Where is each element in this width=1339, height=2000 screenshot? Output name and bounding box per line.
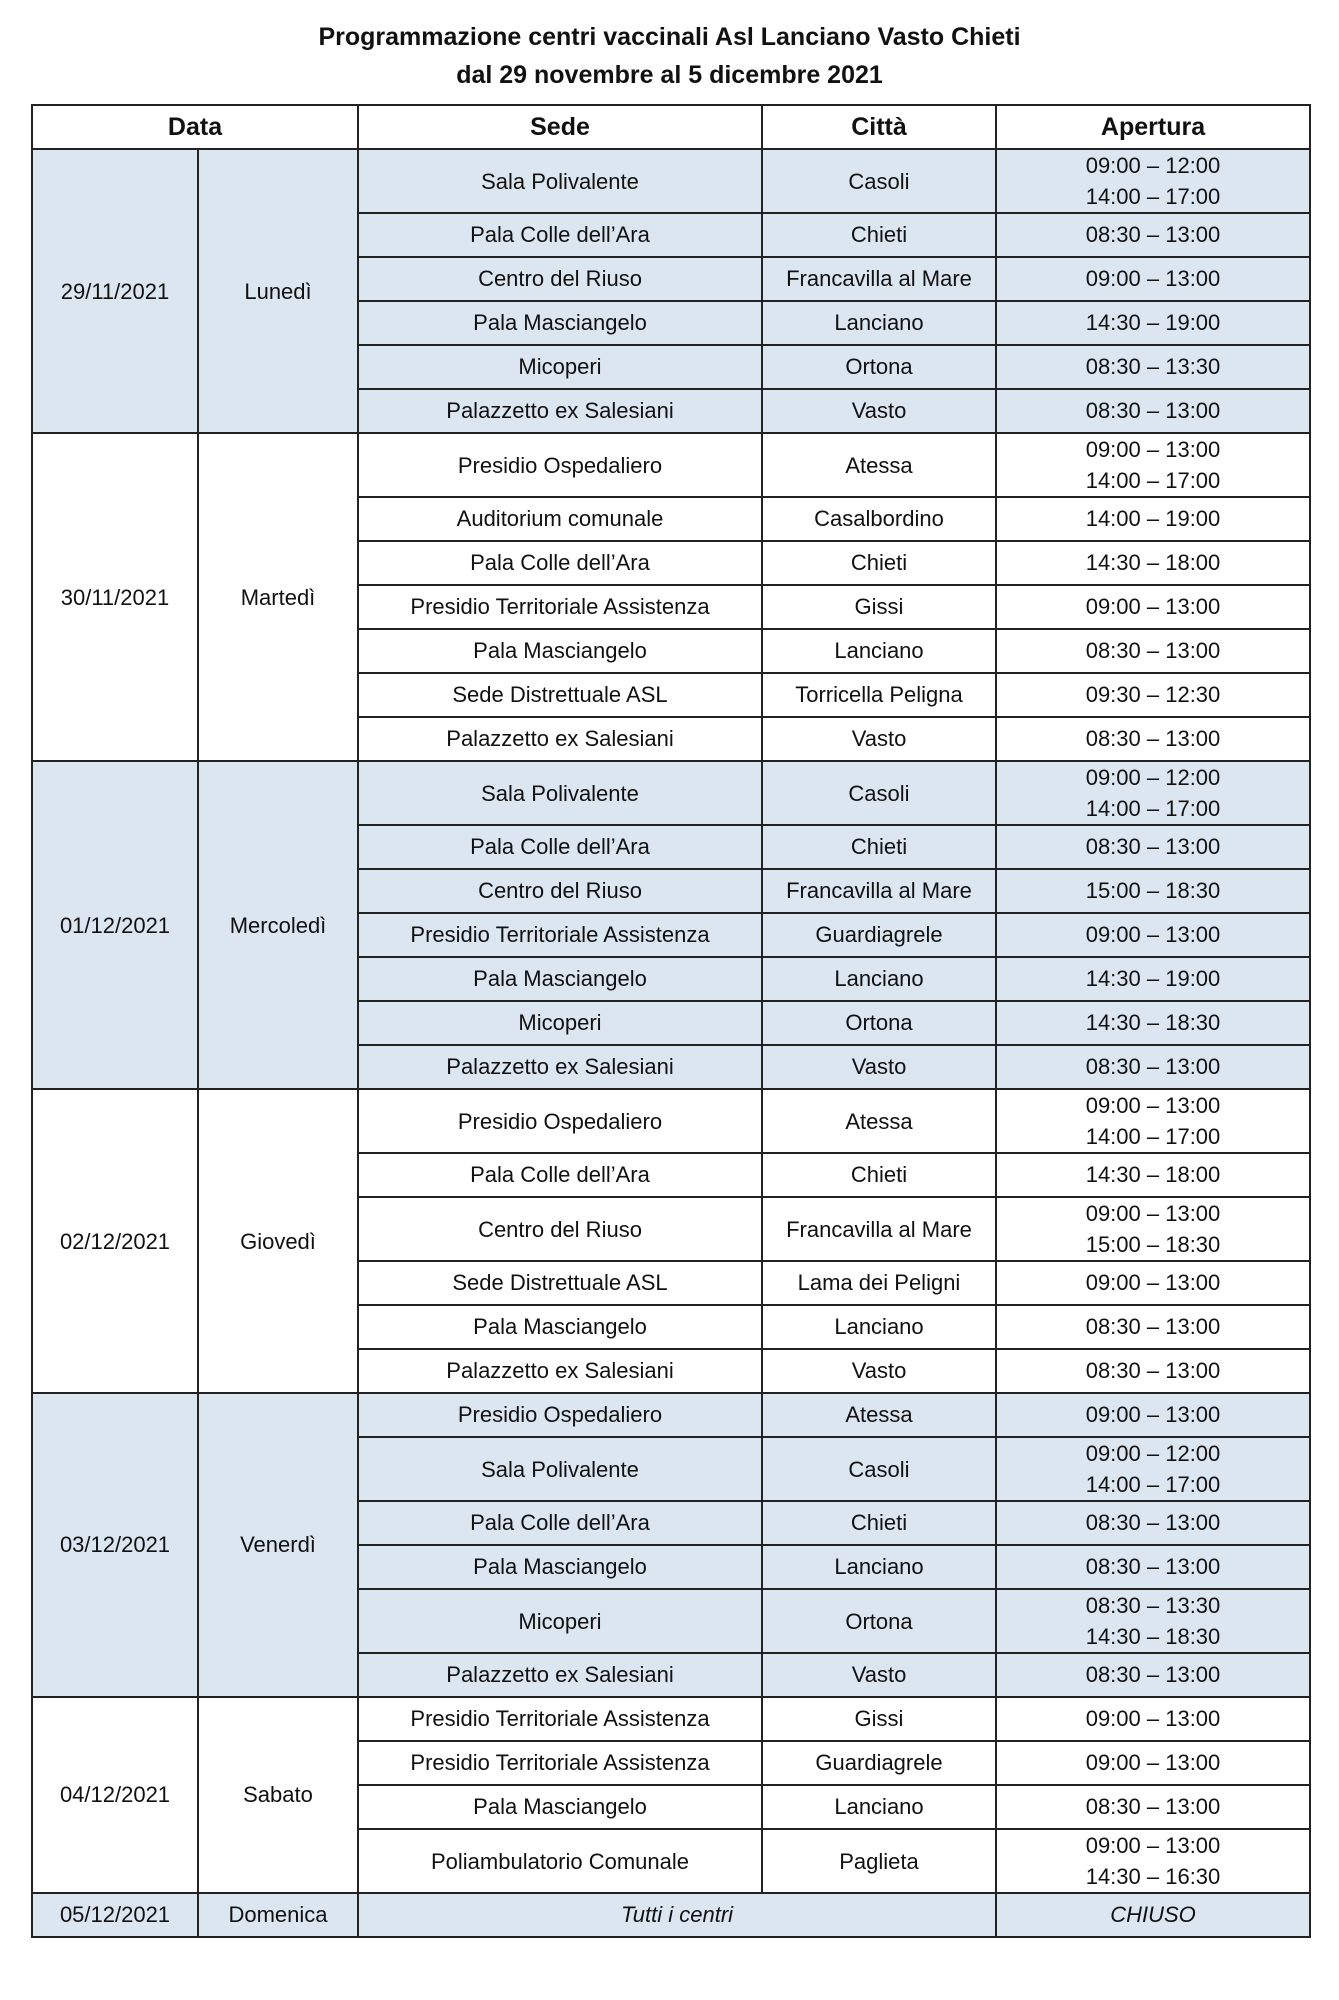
cell-sede: Centro del Riuso (358, 1197, 762, 1261)
opening-hours: 15:00 – 18:30 (1085, 1232, 1221, 1257)
cell-apertura (996, 1393, 1310, 1437)
opening-hours: 14:00 – 17:00 (1085, 1124, 1221, 1149)
cell-citta: Francavilla al Mare (762, 257, 996, 301)
cell-sede: Pala Masciangelo (358, 1785, 762, 1829)
opening-hours: 14:30 – 19:00 (1085, 966, 1221, 991)
opening-hours: 14:30 – 16:30 (1085, 1864, 1221, 1889)
schedule-body (32, 149, 1310, 1893)
title-line-1: Programmazione centri vaccinali Asl Lanciano Vasto Chieti (318, 23, 1021, 51)
cell-citta: Casoli (762, 761, 996, 825)
cell-sede: Pala Colle dell’Ara (358, 541, 762, 585)
cell-sede: Pala Colle dell’Ara (358, 825, 762, 869)
table-row (32, 149, 1310, 213)
closed-weekday: Domenica (198, 1893, 358, 1937)
day-weekday: Martedì (198, 433, 358, 761)
opening-hours: 09:00 – 13:00 (1085, 1201, 1221, 1226)
cell-apertura (996, 1829, 1310, 1893)
cell-citta: Guardiagrele (762, 1741, 996, 1785)
opening-hours: 09:00 – 13:00 (1085, 1270, 1221, 1295)
cell-apertura (996, 585, 1310, 629)
cell-apertura (996, 1045, 1310, 1089)
cell-sede: Presidio Territoriale Assistenza (358, 913, 762, 957)
cell-citta: Lanciano (762, 957, 996, 1001)
cell-apertura (996, 1305, 1310, 1349)
cell-apertura (996, 497, 1310, 541)
opening-hours: 08:30 – 13:00 (1085, 1358, 1221, 1383)
opening-hours: 14:30 – 18:00 (1085, 550, 1221, 575)
cell-apertura (996, 1501, 1310, 1545)
day-weekday: Lunedì (198, 149, 358, 433)
cell-sede: Palazzetto ex Salesiani (358, 389, 762, 433)
header-sede: Sede (358, 105, 762, 149)
opening-hours: 08:30 – 13:00 (1085, 398, 1221, 423)
cell-sede: Micoperi (358, 1001, 762, 1045)
cell-citta: Atessa (762, 1089, 996, 1153)
opening-hours: 08:30 – 13:00 (1085, 1662, 1221, 1687)
cell-apertura (996, 257, 1310, 301)
cell-sede: Sala Polivalente (358, 149, 762, 213)
opening-hours: 08:30 – 13:00 (1085, 834, 1221, 859)
table-row (32, 1393, 1310, 1437)
cell-apertura (996, 1741, 1310, 1785)
cell-citta: Vasto (762, 1653, 996, 1697)
opening-hours: 09:00 – 12:00 (1085, 765, 1221, 790)
cell-sede: Pala Colle dell’Ara (358, 1153, 762, 1197)
cell-apertura (996, 1349, 1310, 1393)
opening-hours: 15:00 – 18:30 (1085, 878, 1221, 903)
opening-hours: 09:00 – 13:00 (1085, 1750, 1221, 1775)
cell-apertura (996, 1653, 1310, 1697)
opening-hours: 08:30 – 13:30 (1085, 354, 1221, 379)
cell-apertura (996, 1589, 1310, 1653)
cell-sede: Poliambulatorio Comunale (358, 1829, 762, 1893)
cell-sede: Presidio Ospedaliero (358, 1393, 762, 1437)
cell-citta: Francavilla al Mare (762, 1197, 996, 1261)
cell-apertura (996, 1785, 1310, 1829)
cell-citta: Vasto (762, 717, 996, 761)
cell-citta: Atessa (762, 433, 996, 497)
opening-hours: 09:00 – 13:00 (1085, 437, 1221, 462)
cell-sede: Sala Polivalente (358, 761, 762, 825)
cell-sede: Pala Colle dell’Ara (358, 213, 762, 257)
cell-apertura (996, 301, 1310, 345)
day-date: 04/12/2021 (32, 1697, 198, 1893)
title-line-2: dal 29 novembre al 5 dicembre 2021 (456, 61, 883, 89)
cell-apertura (996, 1545, 1310, 1589)
opening-hours: 08:30 – 13:00 (1085, 638, 1221, 663)
cell-citta: Chieti (762, 213, 996, 257)
opening-hours: 08:30 – 13:00 (1085, 1510, 1221, 1535)
cell-citta: Lanciano (762, 301, 996, 345)
cell-citta: Vasto (762, 1349, 996, 1393)
cell-apertura (996, 541, 1310, 585)
cell-citta: Chieti (762, 541, 996, 585)
opening-hours: 08:30 – 13:00 (1085, 726, 1221, 751)
day-weekday: Venerdì (198, 1393, 358, 1697)
cell-citta: Atessa (762, 1393, 996, 1437)
opening-hours: 14:30 – 18:00 (1085, 1162, 1221, 1187)
cell-apertura (996, 1001, 1310, 1045)
day-date: 03/12/2021 (32, 1393, 198, 1697)
opening-hours: 14:30 – 18:30 (1085, 1624, 1221, 1649)
table-row (32, 433, 1310, 497)
cell-sede: Centro del Riuso (358, 257, 762, 301)
opening-hours: 09:00 – 12:00 (1085, 1441, 1221, 1466)
opening-hours: 08:30 – 13:00 (1085, 222, 1221, 247)
day-date: 02/12/2021 (32, 1089, 198, 1393)
cell-citta: Chieti (762, 1153, 996, 1197)
cell-sede: Pala Masciangelo (358, 1545, 762, 1589)
cell-citta: Ortona (762, 1589, 996, 1653)
cell-sede: Micoperi (358, 345, 762, 389)
opening-hours: 14:00 – 17:00 (1085, 184, 1221, 209)
cell-citta: Chieti (762, 1501, 996, 1545)
cell-sede: Palazzetto ex Salesiani (358, 717, 762, 761)
cell-citta: Casoli (762, 1437, 996, 1501)
opening-hours: 09:00 – 13:00 (1085, 1833, 1221, 1858)
schedule-table (31, 104, 1311, 1938)
cell-citta: Francavilla al Mare (762, 869, 996, 913)
cell-citta: Vasto (762, 1045, 996, 1089)
cell-sede: Pala Masciangelo (358, 629, 762, 673)
cell-apertura (996, 825, 1310, 869)
cell-citta: Chieti (762, 825, 996, 869)
opening-hours: 08:30 – 13:00 (1085, 1554, 1221, 1579)
cell-sede: Pala Masciangelo (358, 301, 762, 345)
cell-apertura (996, 717, 1310, 761)
cell-citta: Torricella Peligna (762, 673, 996, 717)
header-data: Data (32, 105, 358, 149)
cell-sede: Presidio Ospedaliero (358, 1089, 762, 1153)
table-row (32, 1089, 1310, 1153)
cell-apertura (996, 913, 1310, 957)
cell-citta: Lanciano (762, 629, 996, 673)
cell-sede: Palazzetto ex Salesiani (358, 1653, 762, 1697)
day-date: 01/12/2021 (32, 761, 198, 1089)
cell-sede: Sala Polivalente (358, 1437, 762, 1501)
opening-hours: 09:00 – 13:00 (1085, 594, 1221, 619)
cell-apertura (996, 761, 1310, 825)
cell-sede: Presidio Territoriale Assistenza (358, 585, 762, 629)
day-weekday: Giovedì (198, 1089, 358, 1393)
cell-sede: Palazzetto ex Salesiani (358, 1349, 762, 1393)
cell-apertura (996, 213, 1310, 257)
cell-citta: Casalbordino (762, 497, 996, 541)
cell-apertura (996, 1197, 1310, 1261)
table-row (32, 1697, 1310, 1741)
closed-status: CHIUSO (996, 1893, 1310, 1937)
opening-hours: 08:30 – 13:00 (1085, 1054, 1221, 1079)
cell-citta: Gissi (762, 1697, 996, 1741)
cell-apertura (996, 957, 1310, 1001)
cell-sede: Presidio Territoriale Assistenza (358, 1697, 762, 1741)
cell-sede: Presidio Territoriale Assistenza (358, 1741, 762, 1785)
opening-hours: 09:00 – 13:00 (1085, 922, 1221, 947)
document-title (0, 0, 1339, 98)
cell-apertura (996, 629, 1310, 673)
cell-citta: Lanciano (762, 1305, 996, 1349)
opening-hours: 14:30 – 18:30 (1085, 1010, 1221, 1035)
opening-hours: 09:00 – 13:00 (1085, 1093, 1221, 1118)
header-row (32, 105, 1310, 149)
day-date: 30/11/2021 (32, 433, 198, 761)
cell-sede: Sede Distrettuale ASL (358, 673, 762, 717)
day-weekday: Mercoledì (198, 761, 358, 1089)
cell-apertura (996, 1089, 1310, 1153)
day-weekday: Sabato (198, 1697, 358, 1893)
cell-apertura (996, 673, 1310, 717)
day-date: 29/11/2021 (32, 149, 198, 433)
cell-citta: Gissi (762, 585, 996, 629)
cell-sede: Presidio Ospedaliero (358, 433, 762, 497)
cell-citta: Lama dei Peligni (762, 1261, 996, 1305)
closed-date: 05/12/2021 (32, 1893, 198, 1937)
cell-citta: Guardiagrele (762, 913, 996, 957)
opening-hours: 08:30 – 13:30 (1085, 1593, 1221, 1618)
cell-sede: Auditorium comunale (358, 497, 762, 541)
closed-centri: Tutti i centri (358, 1893, 996, 1937)
opening-hours: 14:30 – 19:00 (1085, 310, 1221, 335)
cell-apertura (996, 1437, 1310, 1501)
cell-sede: Sede Distrettuale ASL (358, 1261, 762, 1305)
cell-sede: Centro del Riuso (358, 869, 762, 913)
opening-hours: 09:00 – 13:00 (1085, 1402, 1221, 1427)
cell-sede: Pala Masciangelo (358, 1305, 762, 1349)
opening-hours: 09:00 – 13:00 (1085, 1706, 1221, 1731)
cell-citta: Paglieta (762, 1829, 996, 1893)
cell-citta: Lanciano (762, 1545, 996, 1589)
cell-apertura (996, 149, 1310, 213)
opening-hours: 14:00 – 19:00 (1085, 506, 1221, 531)
cell-sede: Pala Colle dell’Ara (358, 1501, 762, 1545)
cell-apertura (996, 433, 1310, 497)
cell-citta: Vasto (762, 389, 996, 433)
header-apertura: Apertura (996, 105, 1310, 149)
opening-hours: 09:00 – 13:00 (1085, 266, 1221, 291)
opening-hours: 14:00 – 17:00 (1085, 1472, 1221, 1497)
cell-apertura (996, 345, 1310, 389)
cell-citta: Casoli (762, 149, 996, 213)
cell-citta: Lanciano (762, 1785, 996, 1829)
closed-row (32, 1893, 1310, 1937)
cell-sede: Micoperi (358, 1589, 762, 1653)
header-citta: Città (762, 105, 996, 149)
cell-apertura (996, 389, 1310, 433)
cell-apertura (996, 1261, 1310, 1305)
cell-apertura (996, 869, 1310, 913)
cell-sede: Pala Masciangelo (358, 957, 762, 1001)
cell-apertura (996, 1697, 1310, 1741)
cell-citta: Ortona (762, 345, 996, 389)
opening-hours: 09:00 – 12:00 (1085, 153, 1221, 178)
cell-apertura (996, 1153, 1310, 1197)
opening-hours: 14:00 – 17:00 (1085, 468, 1221, 493)
opening-hours: 09:30 – 12:30 (1085, 682, 1221, 707)
cell-citta: Ortona (762, 1001, 996, 1045)
opening-hours: 08:30 – 13:00 (1085, 1314, 1221, 1339)
opening-hours: 08:30 – 13:00 (1085, 1794, 1221, 1819)
table-row (32, 761, 1310, 825)
opening-hours: 14:00 – 17:00 (1085, 796, 1221, 821)
cell-sede: Palazzetto ex Salesiani (358, 1045, 762, 1089)
